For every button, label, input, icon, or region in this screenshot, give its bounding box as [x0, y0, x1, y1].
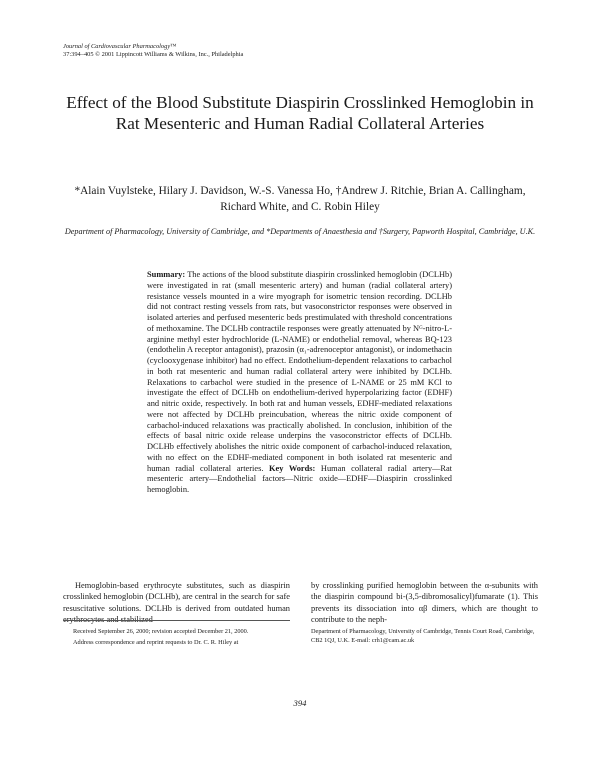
keywords-label: Key Words:	[269, 463, 316, 473]
journal-name: Journal of Cardiovascular Pharmacology™	[63, 43, 177, 50]
abstract-label: Summary:	[147, 270, 186, 279]
received-note: Received September 26, 2000; revision accepted December 21, 2000.	[73, 628, 249, 635]
keywords-text: Human collateral radial artery—Rat mesenteric artery—Endothelial factors—Nitric oxide—EDHF—Diaspirin crosslinked hemoglobin.	[147, 463, 453, 494]
author-list: *Alain Vuylsteke, Hilary J. Davidson, W.-S. Vanessa Ho, †Andrew J. Ritchie, Brian A. Callingham, Richard White, and C. Robin Hiley	[74, 185, 526, 213]
article-title: Effect of the Blood Substitute Diaspirin Crosslinked Hemoglobin in Rat Mesenteric and Human Radial Collateral Arteries	[66, 93, 534, 133]
affiliation: Department of Pharmacology, University of Cambridge, and *Departments of Anaesthesia and †Surgery, Papworth Hospital, Cambridge, U.K.	[64, 227, 536, 236]
body-column-left: Hemoglobin-based erythrocyte substitutes, such as diaspirin crosslinked hemoglobin (DCLHb), are central in the search for safe resuscitative solutions. DCLHb is derived from outdated human erythrocytes and stabilized	[63, 581, 290, 625]
footnote-right: Department of Pharmacology, University of Cambridge, Tennis Court Road, Cambridge, CB2 1QJ, U.K. E-mail: crh1@cam.ac.uk	[311, 628, 535, 644]
journal-citation: 37:394–405 © 2001 Lippincott Williams & Wilkins, Inc., Philadelphia	[63, 51, 244, 58]
abstract	[147, 270, 452, 496]
page-number: 394	[293, 698, 307, 708]
journal-header	[63, 43, 243, 59]
abstract-text: The actions of the blood substitute diaspirin crosslinked hemoglobin (DCLHb) were investigated in rat (small mesenteric artery) and human (radial collateral artery) resistance vessels mounted in a wire myograph for isometric tension recording. DCLHb did not contract resting vessels from rats, but vasoconstrictor responses were observed in isolated arteries and perfused mesenteric beds prestimulated with threshold concentrations of methoxamine. The DCLHb contractile responses were greatly attenuated by Nᴳ-nitro-L-arginine methyl ester hydrochloride (L-NAME) or endothelial removal, whereas BQ-123 (endothelin A receptor antagonist), prazosin (α₁-adrenoceptor antagonist), or indomethacin (cyclooxygenase inhibitor) had no effect. Endothelium-dependent relaxations to carbachol in both rat mesenteric and human radial collateral artery were inhibited by DCLHb. Relaxations to carbachol were studied in the presence of L-NAME or 25 mM KCl to investigate the effect of DCLHb on endothelium-derived hyperpolarizing factor (EDHF) and nitric oxide, respectively. In both rat and human vessels, EDHF-mediated relaxations were not affected by DCLHb preincubation, whereas the nitric oxide component of carbachol-induced relaxations was practically abolished. In conclusion, inhibition of the effects of basal nitric oxide release underpins the vasoconstrictor effects of DCLHb. DCLHb effectively abolishes the nitric oxide component of carbachol-induced relaxation, with no effect on the EDHF-mediated component in both isolated rat mesenteric and human radial collateral arteries.	[147, 270, 452, 473]
body-column-right: by crosslinking purified hemoglobin between the α-subunits with the diaspirin compound bi-(3,5-dibromosalicyl)fumarate (1). This prevents its dissociation into αβ dimers, which are thought to contribute to the neph-	[311, 581, 538, 625]
footnote-divider	[63, 620, 290, 621]
footnote-left	[63, 627, 290, 649]
correspondence-note: Address correspondence and reprint requests to Dr. C. R. Hiley at	[73, 639, 239, 646]
